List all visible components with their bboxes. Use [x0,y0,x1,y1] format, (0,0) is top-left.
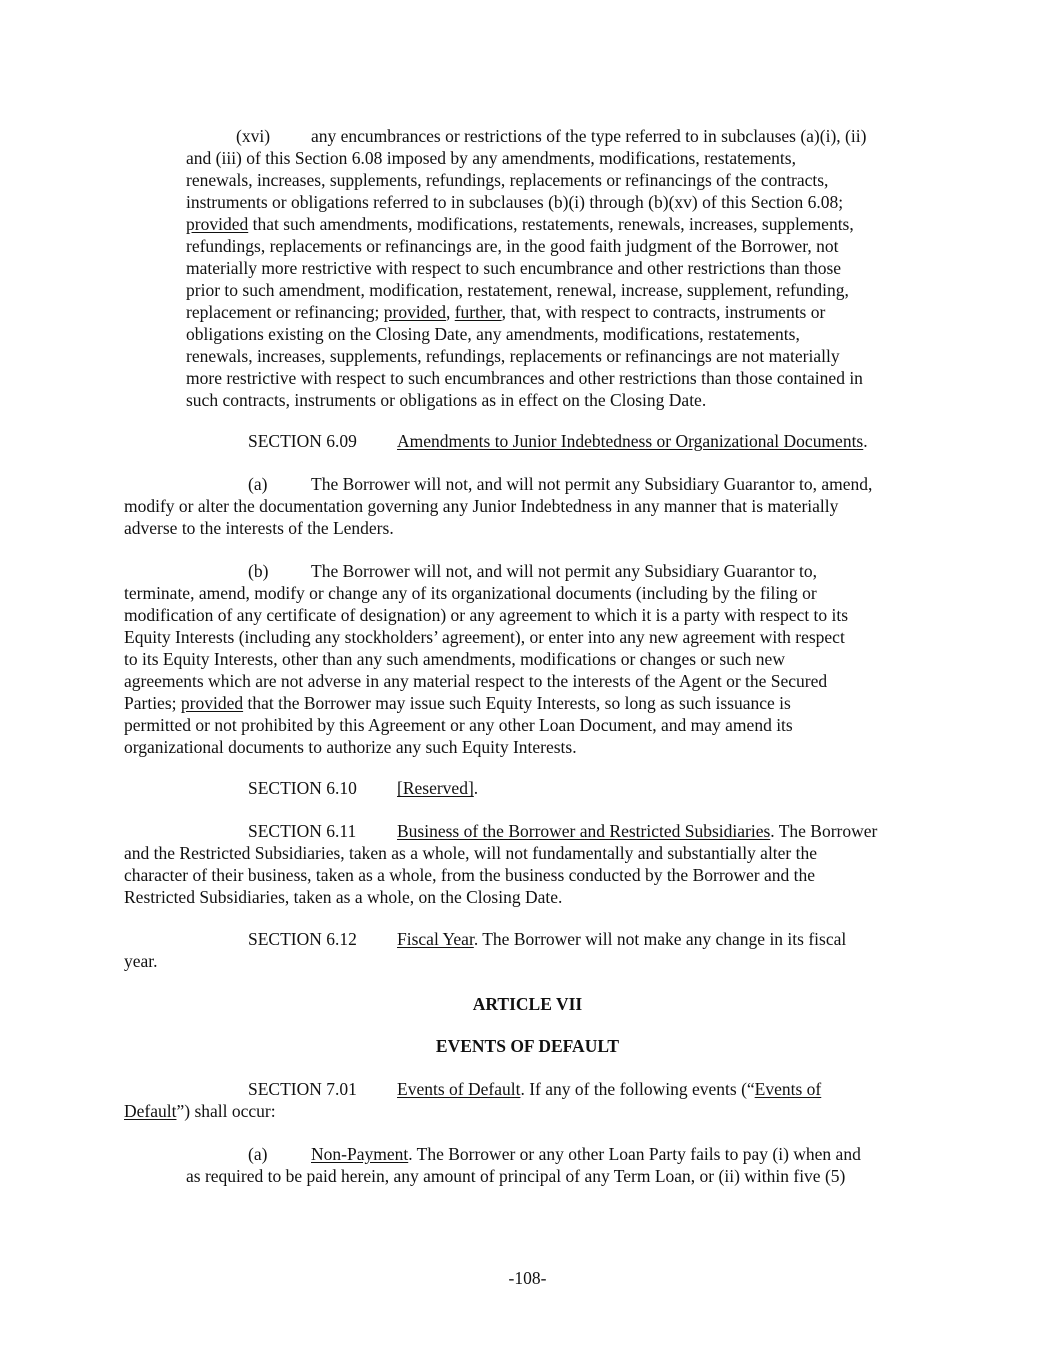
text-run: . The Borrower or any other Loan Party fails to pay (i) when and [408,1144,861,1164]
paragraph-line: more restrictive with respect to such encumbrances and other restrictions than those contained in [186,368,863,388]
text-run: . The Borrower will not make any change in its fiscal [473,929,847,949]
section-number: SECTION 6.10 [248,778,357,798]
paragraph-line [124,1100,276,1122]
page-number: -108- [508,1268,547,1288]
clause-label: (b) [248,561,269,581]
paragraph-line: modification of any certificate of designation) or any agreement to which it is a party with respect to its [124,605,849,625]
paragraph-line: agreements which are not adverse in any material respect to the interests of the Agent or the Secured [124,671,828,691]
defined-term: provided [383,302,446,322]
defined-term: provided [180,693,244,713]
section-heading [397,430,868,452]
paragraph-line [186,301,825,323]
article-subheading: EVENTS OF DEFAULT [435,1036,620,1056]
defined-term: Default [124,1101,177,1121]
text-run: , that, with respect to contracts, instruments or [501,302,826,322]
text-run: . If any of the following events (“ [520,1079,755,1099]
text-run: that the Borrower may issue such Equity Interests, so long as such issuance is [243,693,791,713]
section-heading [397,777,478,799]
paragraph-line [124,692,791,714]
paragraph-line: and (iii) of this Section 6.08 imposed by any amendments, modifications, restatements, [186,148,796,168]
paragraph-line: The Borrower will not, and will not permit any Subsidiary Guarantor to, [311,561,817,581]
paragraph-line: any encumbrances or restrictions of the type referred to in subclauses (a)(i), (ii) [311,126,867,146]
defined-term: provided [186,214,249,234]
defined-term: further [454,302,502,322]
section-number: SECTION 6.11 [248,821,357,841]
paragraph-line: Equity Interests (including any stockholders’ agreement), or enter into any new agreement with respect [124,627,845,647]
paragraph-line [186,213,854,235]
defined-term: Events of [754,1079,822,1099]
paragraph-line: The Borrower will not, and will not permit any Subsidiary Guarantor to, amend, [311,474,873,494]
paragraph-line: permitted or not prohibited by this Agreement or any other Loan Document, and may amend its [124,715,793,735]
paragraph-line: and the Restricted Subsidiaries, taken as a whole, will not fundamentally and substantially alter the [124,843,818,863]
paragraph-line: year. [124,951,158,971]
section-heading [397,820,877,842]
text-run: replacement or refinancing; [186,302,384,322]
text-run: . [863,431,868,451]
text-run: . The Borrower [770,821,878,841]
paragraph-line: character of their business, taken as a whole, from the business conducted by the Borrower and the [124,865,816,885]
section-heading [397,928,846,950]
paragraph-line: prior to such amendment, modification, restatement, renewal, increase, supplement, refunding, [186,280,849,300]
paragraph-line: materially more restrictive with respect to such encumbrance and other restrictions than those [186,258,842,278]
text-run: that such amendments, modifications, restatements, renewals, increases, supplements, [248,214,854,234]
clause-label: (a) [248,474,268,494]
paragraph-line: such contracts, instruments or obligations as in effect on the Closing Date. [186,390,707,410]
paragraph-line: instruments or obligations referred to in subclauses (b)(i) through (b)(xv) of this Section 6.08; [186,192,844,212]
paragraph-line: as required to be paid herein, any amount of principal of any Term Loan, or (ii) within five (5) [186,1166,846,1186]
text-run: ”) shall occur: [176,1101,276,1121]
section-number: SECTION 7.01 [248,1079,357,1099]
article-heading: ARTICLE VII [472,994,583,1014]
section-title: Events of Default [397,1079,521,1099]
paragraph-line: to its Equity Interests, other than any such amendments, modifications or changes or such new [124,649,785,669]
paragraph-line: renewals, increases, supplements, refundings, replacements or refinancings of the contracts, [186,170,829,190]
clause-label: (a) [248,1144,268,1164]
paragraph-line [311,1143,861,1165]
text-run: Parties; [124,693,181,713]
section-title: [Reserved] [397,778,474,798]
paragraph-line: terminate, amend, modify or change any of its organizational documents (including by the filing or [124,583,817,603]
section-title: Business of the Borrower and Restricted Subsidiaries [397,821,771,841]
text-run: . [473,778,479,798]
section-number: SECTION 6.12 [248,929,357,949]
paragraph-line: modify or alter the documentation governing any Junior Indebtedness in any manner that is materially [124,496,839,516]
section-title: Fiscal Year [397,929,474,949]
section-heading [397,1078,821,1100]
paragraph-line: organizational documents to authorize any such Equity Interests. [124,737,577,757]
section-title: Amendments to Junior Indebtedness or Organizational Documents [397,431,864,451]
paragraph-line: Restricted Subsidiaries, taken as a whole, on the Closing Date. [124,887,563,907]
paragraph-line: adverse to the interests of the Lenders. [124,518,394,538]
section-number: SECTION 6.09 [248,431,357,451]
paragraph-line: renewals, increases, supplements, refundings, replacements or refinancings are not materially [186,346,840,366]
subclause-label: (xvi) [236,126,271,146]
paragraph-line: refundings, replacements or refinancings are, in the good faith judgment of the Borrower, not [186,236,839,256]
clause-title: Non-Payment [311,1144,409,1164]
text-run: , [445,302,455,322]
paragraph-line: obligations existing on the Closing Date, any amendments, modifications, restatements, [186,324,800,344]
